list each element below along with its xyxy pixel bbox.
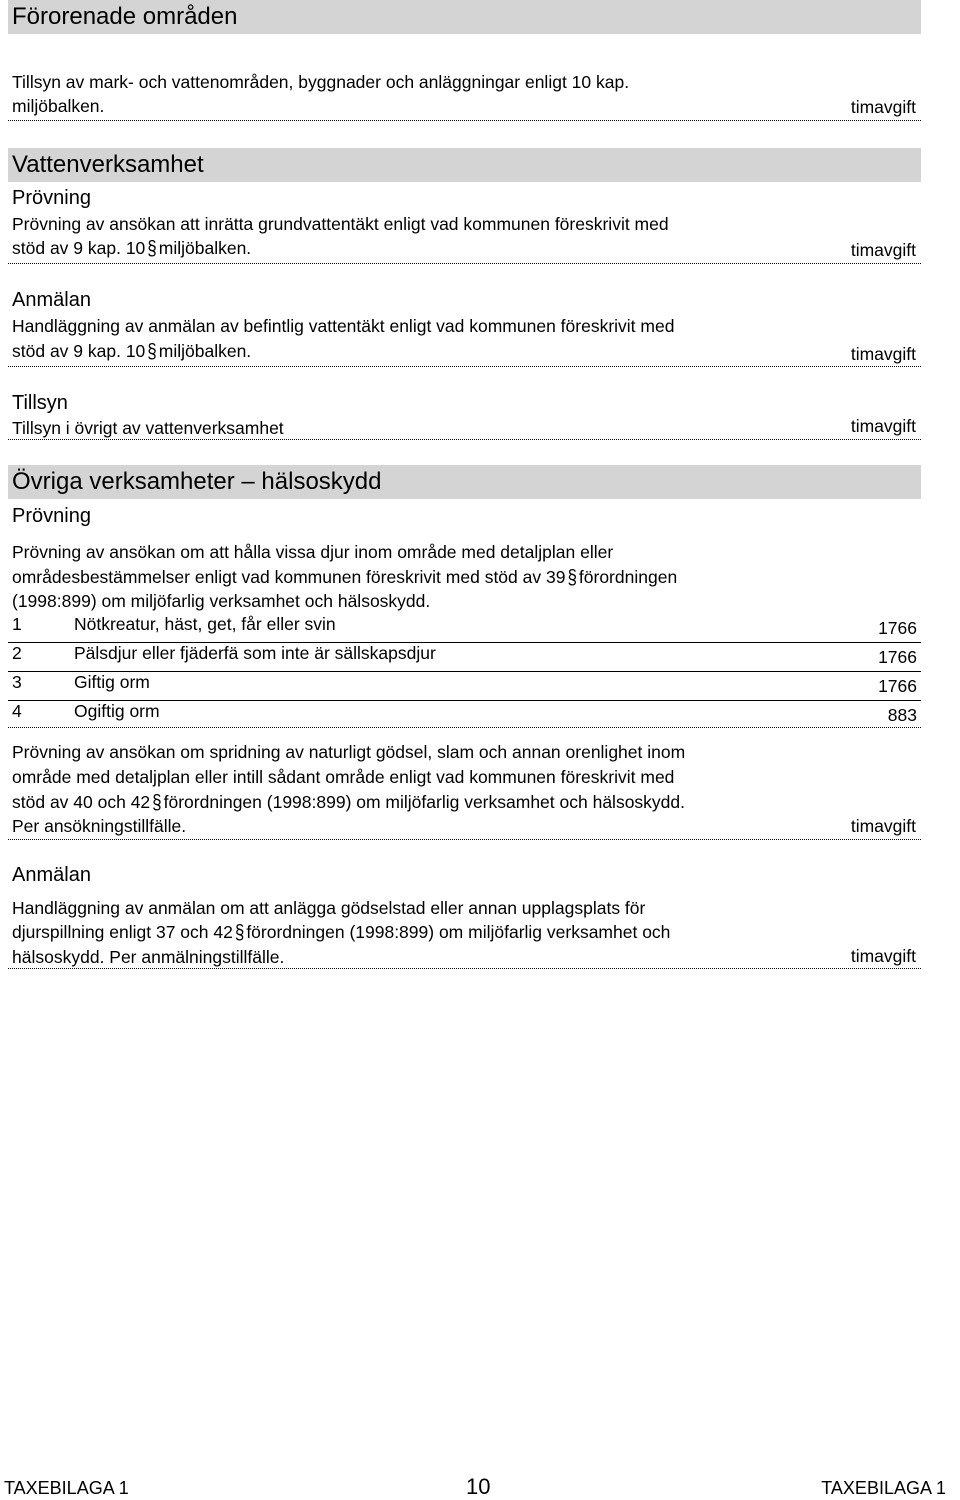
row-divider bbox=[8, 727, 921, 728]
section-sign-icon: § bbox=[147, 340, 157, 363]
row-number: 3 bbox=[12, 672, 22, 692]
body-text bbox=[12, 565, 677, 590]
body-text: miljöbalken. bbox=[12, 96, 105, 116]
row-label: Pälsdjur eller fjäderfä som inte är sällskapsdjur bbox=[74, 643, 436, 663]
body-text-part: förordningen (1998:899) om miljöfarlig verksamhet och hälsoskydd. bbox=[163, 792, 686, 812]
body-text: Prövning av ansökan om att hålla vissa djur inom område med detaljplan eller bbox=[12, 542, 614, 562]
table-row bbox=[8, 643, 921, 672]
body-text: Tillsyn av mark- och vattenområden, byggnader och anläggningar enligt 10 kap. bbox=[12, 72, 630, 92]
subheading-provning: Prövning bbox=[12, 187, 91, 209]
row-value: 1766 bbox=[878, 647, 917, 667]
body-text-part: miljöbalken. bbox=[158, 341, 252, 361]
body-text: område med detaljplan eller intill sådant område enligt vad kommunen föreskrivit med bbox=[12, 767, 675, 787]
row-label: Giftig orm bbox=[74, 672, 150, 692]
body-text-part: djurspillning enligt 37 och 42 bbox=[12, 922, 233, 942]
body-text-part: stöd av 9 kap. 10 bbox=[12, 341, 146, 361]
body-text bbox=[12, 339, 251, 364]
section-title: Övriga verksamheter – hälsoskydd bbox=[12, 468, 382, 495]
divider bbox=[8, 366, 921, 367]
subheading-anmalan: Anmälan bbox=[12, 289, 91, 311]
divider bbox=[8, 839, 921, 840]
row-number: 2 bbox=[12, 643, 22, 663]
divider bbox=[8, 120, 921, 121]
table-row bbox=[8, 614, 921, 643]
body-text: Handläggning av anmälan av befintlig vattentäkt enligt vad kommunen föreskrivit med bbox=[12, 316, 675, 336]
footer-right: TAXEBILAGA 1 bbox=[821, 1478, 946, 1498]
row-value: 1766 bbox=[878, 676, 917, 696]
row-number: 4 bbox=[12, 701, 22, 721]
section-sign-icon: § bbox=[567, 566, 577, 589]
footer-left: TAXEBILAGA 1 bbox=[4, 1478, 129, 1498]
fee-label: timavgift bbox=[850, 416, 916, 436]
body-text: Prövning av ansökan om spridning av naturligt gödsel, slam och annan orenlighet inom bbox=[12, 742, 686, 762]
fee-label: timavgift bbox=[850, 344, 916, 364]
row-number: 1 bbox=[12, 614, 22, 634]
body-text bbox=[12, 236, 251, 261]
subheading-provning: Prövning bbox=[12, 505, 91, 527]
body-text-part: förordningen (1998:899) om miljöfarlig verksamhet och bbox=[246, 922, 671, 942]
divider bbox=[8, 263, 921, 264]
body-text: Handläggning av anmälan om att anlägga gödselstad eller annan upplagsplats för bbox=[12, 898, 646, 918]
row-value: 1766 bbox=[878, 618, 917, 638]
body-text bbox=[12, 920, 670, 945]
subheading-tillsyn: Tillsyn bbox=[12, 392, 68, 414]
body-text: (1998:899) om miljöfarlig verksamhet och hälsoskydd. bbox=[12, 591, 431, 611]
subheading-anmalan: Anmälan bbox=[12, 864, 91, 886]
section-header-vattenverksamhet bbox=[8, 148, 921, 182]
body-text: Tillsyn i övrigt av vattenverksamhet bbox=[12, 418, 284, 438]
body-text-part: områdesbestämmelser enligt vad kommunen föreskrivit med stöd av 39 bbox=[12, 567, 566, 587]
row-label: Nötkreatur, häst, get, får eller svin bbox=[74, 614, 336, 634]
fee-label: timavgift bbox=[850, 946, 916, 966]
page-number: 10 bbox=[466, 1474, 491, 1499]
body-text: Per ansökningstillfälle. bbox=[12, 816, 187, 836]
body-text: Prövning av ansökan att inrätta grundvattentäkt enligt vad kommunen föreskrivit med bbox=[12, 214, 669, 234]
body-text-part: miljöbalken. bbox=[158, 238, 252, 258]
divider bbox=[8, 439, 921, 440]
section-header-ovriga bbox=[8, 465, 921, 499]
row-value: 883 bbox=[887, 705, 917, 725]
section-sign-icon: § bbox=[152, 791, 162, 814]
table-row bbox=[8, 672, 921, 701]
section-sign-icon: § bbox=[234, 921, 245, 944]
table-row bbox=[8, 701, 921, 730]
section-header-fororenade bbox=[8, 0, 921, 34]
body-text-part: förordningen bbox=[578, 567, 678, 587]
fee-label: timavgift bbox=[850, 816, 916, 836]
body-text-part: stöd av 9 kap. 10 bbox=[12, 238, 146, 258]
fee-label: timavgift bbox=[850, 240, 916, 260]
row-label: Ogiftig orm bbox=[74, 701, 160, 721]
section-sign-icon: § bbox=[147, 237, 157, 260]
fee-label: timavgift bbox=[850, 97, 916, 117]
section-title: Förorenade områden bbox=[12, 3, 238, 30]
section-title: Vattenverksamhet bbox=[12, 151, 204, 178]
body-text: hälsoskydd. Per anmälningstillfälle. bbox=[12, 947, 285, 967]
body-text bbox=[12, 790, 685, 815]
divider bbox=[8, 968, 921, 969]
body-text-part: stöd av 40 och 42 bbox=[12, 792, 151, 812]
